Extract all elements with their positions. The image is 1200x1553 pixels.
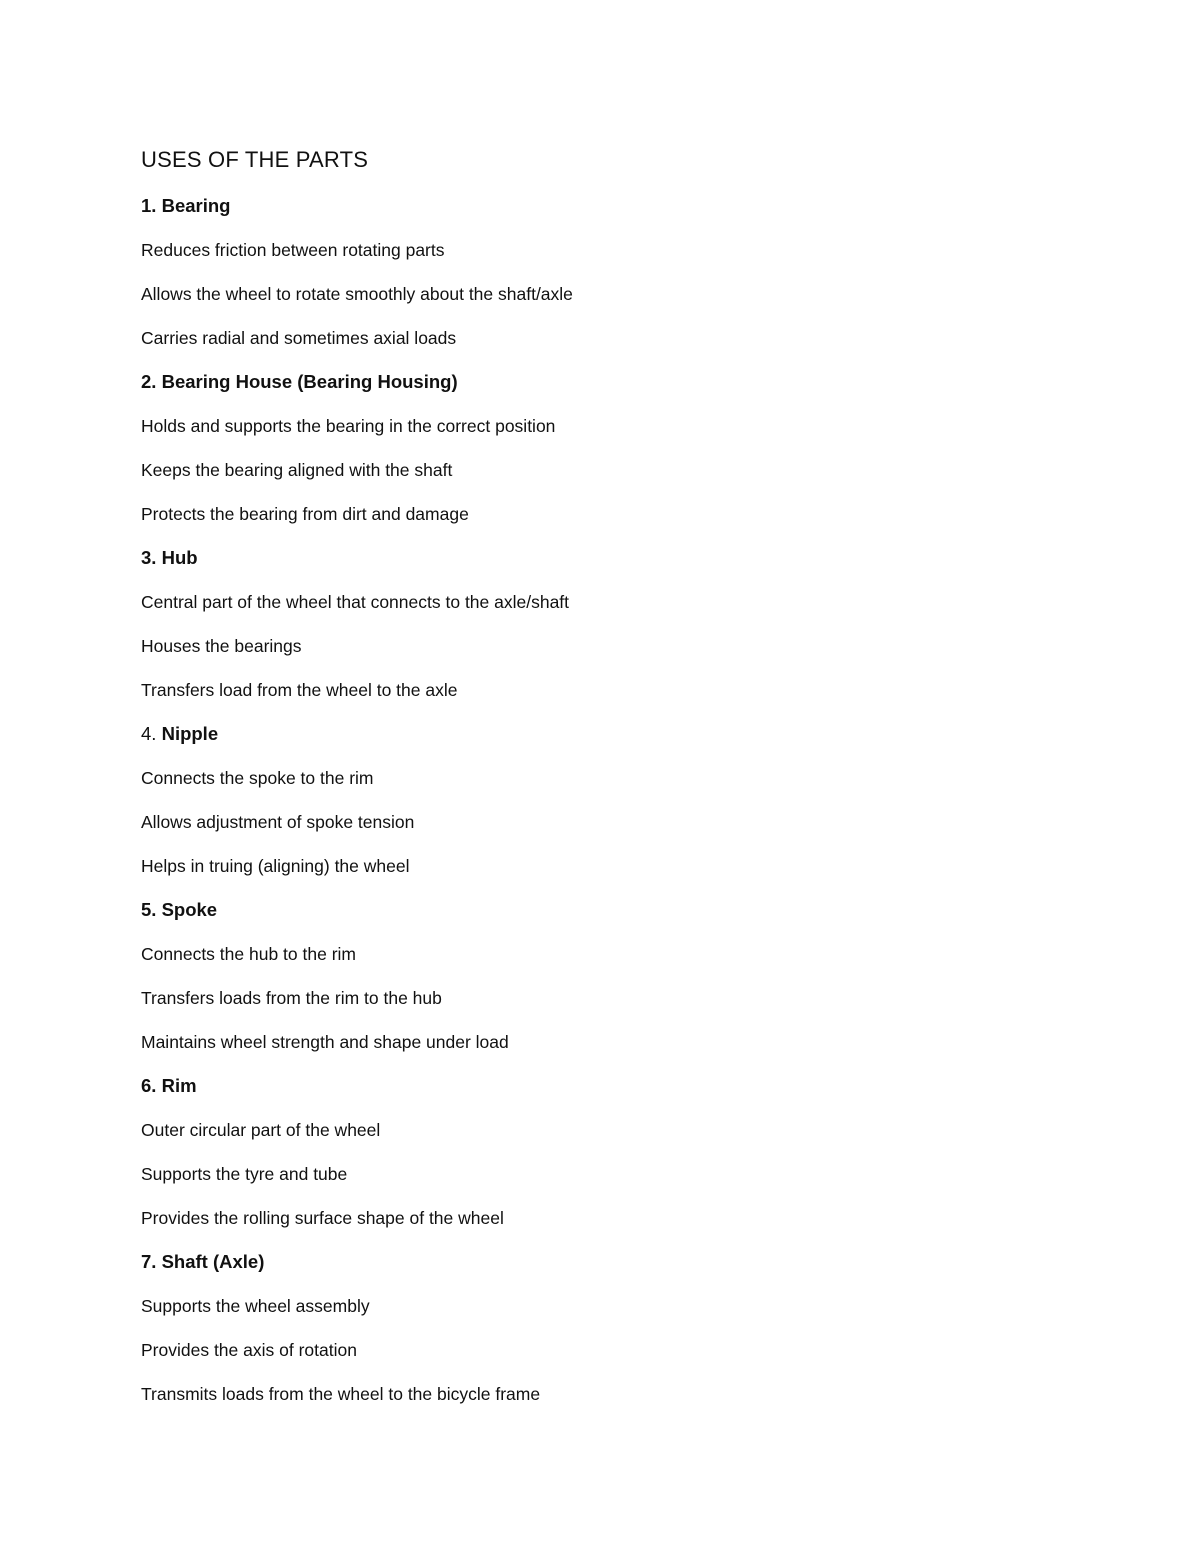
section-point: Transmits loads from the wheel to the bicycle frame	[141, 1384, 541, 1404]
section-name: Spoke	[161, 899, 218, 920]
section-point: Transfers load from the wheel to the axle	[141, 680, 458, 700]
section-point: Provides the rolling surface shape of the wheel	[141, 1208, 504, 1228]
section-name: Hub	[161, 547, 198, 568]
section-point: Supports the tyre and tube	[141, 1164, 348, 1184]
section-name: Rim	[161, 1075, 197, 1096]
section-name: Bearing	[161, 195, 231, 216]
section	[141, 368, 1101, 528]
section	[141, 1248, 1101, 1408]
section-number: 4.	[141, 723, 157, 744]
section-name: Bearing House (Bearing Housing)	[161, 371, 458, 392]
section-point: Central part of the wheel that connects to the axle/shaft	[141, 592, 570, 612]
section-point: Reduces friction between rotating parts	[141, 240, 445, 260]
section	[141, 896, 1101, 1056]
section-heading	[141, 720, 1101, 748]
section	[141, 192, 1101, 352]
section-number: 7.	[141, 1251, 157, 1272]
section-name: Nipple	[161, 723, 219, 744]
section-point: Protects the bearing from dirt and damage	[141, 504, 469, 524]
section-point: Keeps the bearing aligned with the shaft	[141, 460, 453, 480]
section-heading	[141, 544, 1101, 572]
section	[141, 720, 1101, 880]
section-point: Connects the hub to the rim	[141, 944, 356, 964]
section-name: Shaft (Axle)	[161, 1251, 265, 1272]
section-point: Provides the axis of rotation	[141, 1340, 357, 1360]
section	[141, 1072, 1101, 1232]
section-point: Allows adjustment of spoke tension	[141, 812, 415, 832]
section-point: Outer circular part of the wheel	[141, 1120, 381, 1140]
section-point: Carries radial and sometimes axial loads	[141, 328, 457, 348]
section-point: Holds and supports the bearing in the correct position	[141, 416, 556, 436]
section-number: 3.	[141, 547, 157, 568]
section	[141, 544, 1101, 704]
section-heading	[141, 1248, 1101, 1276]
section-point: Allows the wheel to rotate smoothly about the shaft/axle	[141, 284, 573, 304]
section-point: Helps in truing (aligning) the wheel	[141, 856, 410, 876]
section-point: Supports the wheel assembly	[141, 1296, 370, 1316]
section-heading	[141, 192, 1101, 220]
section-point: Houses the bearings	[141, 636, 302, 656]
document-title: USES OF THE PARTS	[141, 147, 369, 172]
section-number: 5.	[141, 899, 157, 920]
sections-list	[141, 192, 1101, 1408]
section-point: Transfers loads from the rim to the hub	[141, 988, 442, 1008]
document-body	[141, 144, 1101, 1424]
section-heading	[141, 368, 1101, 396]
section-number: 1.	[141, 195, 157, 216]
section-heading	[141, 1072, 1101, 1100]
section-number: 2.	[141, 371, 157, 392]
section-heading	[141, 896, 1101, 924]
section-point: Connects the spoke to the rim	[141, 768, 374, 788]
section-point: Maintains wheel strength and shape under load	[141, 1032, 509, 1052]
section-number: 6.	[141, 1075, 157, 1096]
